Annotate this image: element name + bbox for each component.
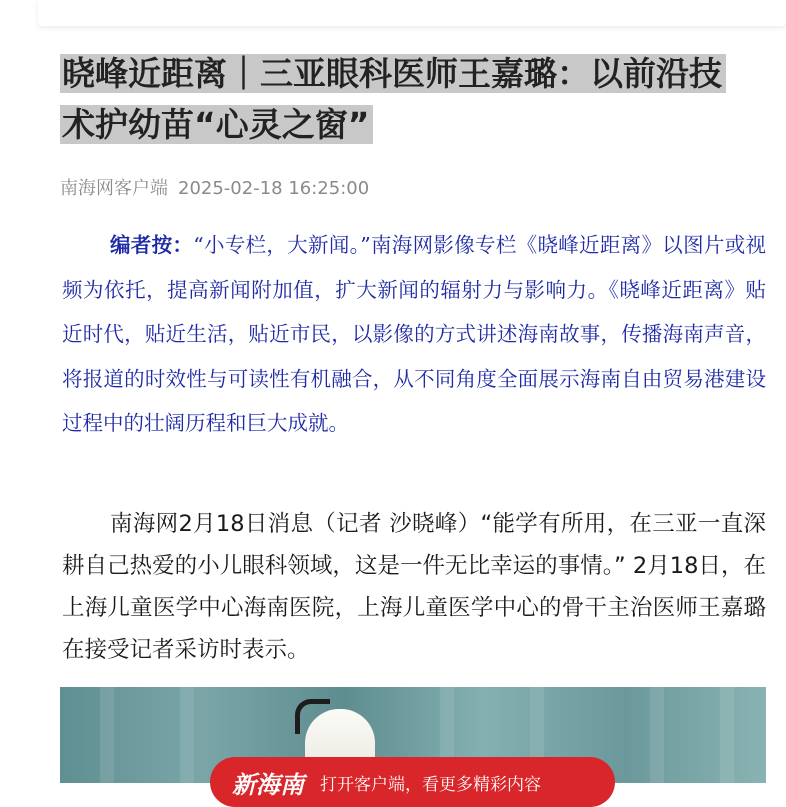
article-meta	[60, 174, 369, 200]
editor-note	[62, 223, 766, 446]
article-photo	[60, 687, 766, 799]
article-title: 晓峰近距离｜三亚眼科医师王嘉璐：以前沿技术护幼苗“心灵之窗”	[60, 48, 750, 150]
article-source: 南海网客户端	[60, 178, 168, 199]
open-app-text: 打开客户端，看更多精彩内容	[320, 775, 541, 795]
app-logo: 新海南	[232, 770, 304, 799]
editor-note-text: “小专栏，大新闻。”南海网影像专栏《晓峰近距离》以图片或视频为依托，提高新闻附加值，扩大新闻的辐射力与影响力。《晓峰近距离》贴近时代，贴近生活，贴近市民，以影像的方式讲述海南故事，传播海南声音，将报道的时效性与可读性有机融合，从不同角度全面展示海南自由贸易港建设过程中的壮阔历程和巨大成就。	[62, 233, 767, 435]
article-paragraph: 南海网2月18日消息（记者 沙晓峰）“能学有所用，在三亚一直深耕自己热爱的小儿眼科领域，这是一件无比幸运的事情。” 2月18日，在上海儿童医学中心海南医院，上海儿童医学中心的骨干主治医师王嘉璐在接受记者采访时表示。	[62, 511, 766, 663]
article-date: 2025-02-18 16:25:00	[178, 178, 370, 199]
top-card-edge	[38, 0, 786, 26]
open-app-banner[interactable]	[210, 757, 615, 807]
editor-note-label: 编者按：	[110, 233, 194, 257]
